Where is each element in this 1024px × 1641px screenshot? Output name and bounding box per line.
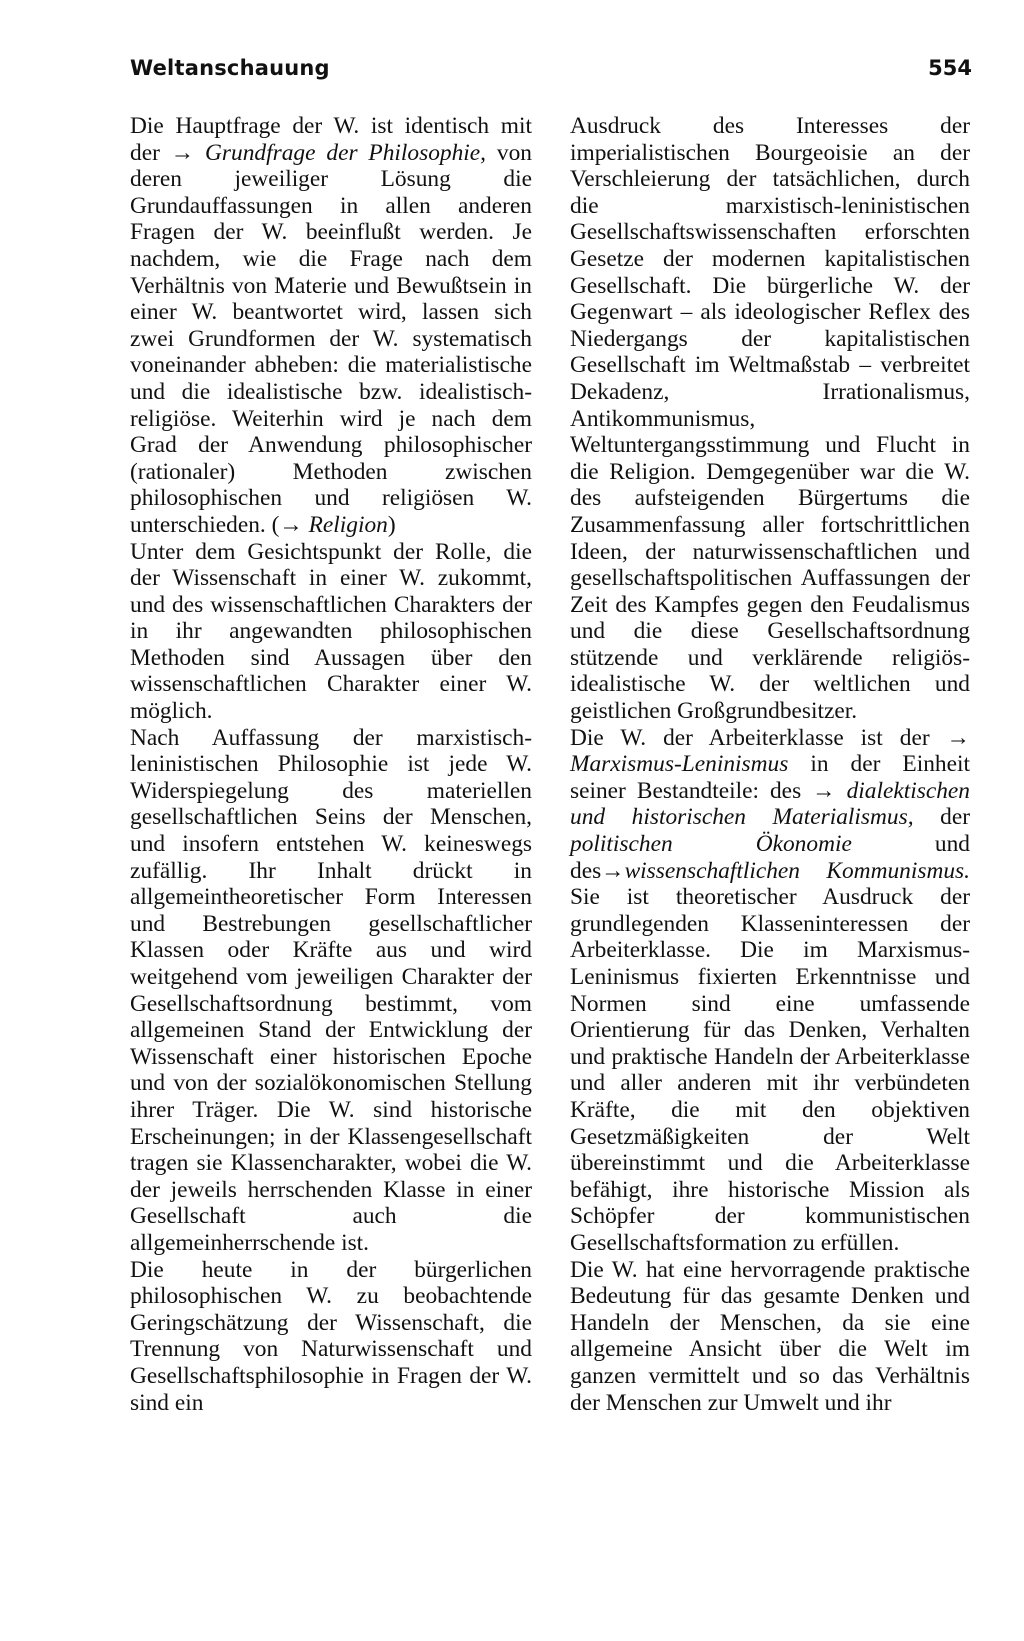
paragraph-working-class bbox=[570, 725, 970, 1257]
cross-reference-politische-oekonomie[interactable]: politischen Ökonomie bbox=[570, 831, 852, 858]
text-run: Die W. der Arbeiterklasse ist der → bbox=[570, 724, 970, 751]
paragraph-science-role: Unter dem Gesichtspunkt der Rolle, die der Wissenschaft in einer W. zukommt, und des wissenschaftlichen Charakters der in ihr angewandten philosophischen Methoden sind Aussagen über den wissenschaftlichen Charakter einer W. möglich. bbox=[130, 538, 532, 725]
text-run: Die Hauptfrage der W. ist identisch mit der → bbox=[130, 113, 532, 166]
cross-reference-marxismus-leninismus[interactable]: Marxismus-Leninismus bbox=[570, 751, 789, 778]
cross-reference-grundfrage[interactable]: Grundfrage der Philosophie, bbox=[205, 139, 487, 166]
paragraph-practical-significance: Die W. hat eine hervorragende praktische Bedeutung für das gesamte Denken und Handeln der Menschen, da sie eine allgemeine Ansicht über die Welt im ganzen vermittelt und so das Verhältnis der Menschen zur Umwelt und ihr bbox=[570, 1256, 970, 1416]
cross-reference-materialismus[interactable]: dialektischen und historischen Materialismus, bbox=[570, 777, 970, 831]
left-column bbox=[130, 113, 532, 1416]
text-run: Sie ist theoretischer Ausdruck der grundlegenden Klasseninteressen der Arbeiterklasse. Die im Marxismus-Leninismus fixierten Erkenntnisse und Normen sind eine umfassende Orientierung für das Denken, Verhalten und praktische Handeln der Arbeiterklasse und aller anderen mit ihr verbündeten Kräfte, die mit den objektiven Gesetzmäßigkeiten der Welt übereinstimmt und die Arbeiterklasse befähigt, ihre historische Mission als Schöpfer der kommunistischen Gesellschaftsformation zu erfüllen. bbox=[570, 884, 970, 1256]
paragraph-bourgeois-philosophy: Die heute in der bürgerlichen philosophischen W. zu beobachtende Geringschätzung der Wissenschaft, die Trennung von Naturwissenschaft und Gesellschaftsphilosophie in Fragen der W. sind ein bbox=[130, 1256, 532, 1416]
page-number: 554 bbox=[928, 56, 972, 80]
text-run: der bbox=[913, 804, 970, 831]
text-run: von deren jeweiliger Lösung die Grundauffassungen in allen anderen Fragen der W. beeinflußt werden. Je nachdem, wie die Frage nach dem Verhältnis von Materie und Bewußtsein in einer W. beantwortet wird, lassen sich zwei Grundformen der W. systematisch voneinander abheben: die materialistische und die idealistische bzw. idealistisch-religiöse. Weiterhin wird je nach dem Grad der Anwendung philosophischer (rationaler) Methoden zwischen philosophischen und religiösen W. unterschieden. (→ bbox=[130, 139, 532, 538]
paragraph-imperialist-bourgeoisie: Ausdruck des Interesses der imperialistischen Bourgeoisie an der Verschleierung der tatsächlichen, durch die marxistisch-leninistischen Gesellschaftswissenschaften erforschten Gesetze der modernen kapitalistischen Gesellschaft. Die bürgerliche W. der Gegenwart – als ideologischer Reflex des Niedergangs der kapitalistischen Gesellschaft im Weltmaßstab – verbreitet Dekadenz, Irrationalismus, Antikommunismus, Weltuntergangsstimmung und Flucht in die Religion. Demgegenüber war die W. des aufsteigenden Bürgertums die Zusammenfassung aller fortschrittlichen Ideen, der naturwissenschaftlichen und gesellschaftspolitischen Auffassungen der Zeit des Kampfes gegen den Feudalismus und die diese Gesellschaftsordnung stützende und verklärende religiös-idealistische W. der weltlichen und geistlichen Großgrundbesitzer. bbox=[570, 113, 970, 725]
right-column bbox=[570, 113, 970, 1416]
text-run: und des→ bbox=[570, 831, 970, 884]
cross-reference-religion[interactable]: Religion bbox=[308, 511, 388, 538]
text-run: ) bbox=[387, 511, 396, 538]
cross-reference-kommunismus[interactable]: wissenschaftlichen Kommunismus. bbox=[624, 857, 970, 884]
paragraph-main-question bbox=[130, 113, 532, 539]
text-run: in der Einheit seiner Bestandteile: des → bbox=[570, 751, 970, 804]
paragraph-marxist-view: Nach Auffassung der marxistisch-leninistischen Philosophie ist jede W. Widerspiegelung des materiellen gesellschaftlichen Seins der Menschen, und insofern entstehen W. keineswegs zufällig. Ihr Inhalt drückt in allgemeintheoretischer Form Interessen und Bestrebungen gesellschaftlicher Klassen oder Kräfte aus und wird weitgehend vom jeweiligen Charakter der Gesellschaftsordnung bestimmt, vom allgemeinen Stand der Entwicklung der Wissenschaft einer historischen Epoche und von der sozialökonomischen Stellung ihrer Träger. Die W. sind historische Erscheinungen; in der Klassengesellschaft tragen sie Klassencharakter, wobei die W. der jeweils herrschenden Klasse in einer Gesellschaft auch die allgemeinherrschende ist. bbox=[130, 724, 532, 1256]
running-head: Weltanschauung bbox=[130, 56, 330, 80]
page-header bbox=[130, 56, 972, 86]
